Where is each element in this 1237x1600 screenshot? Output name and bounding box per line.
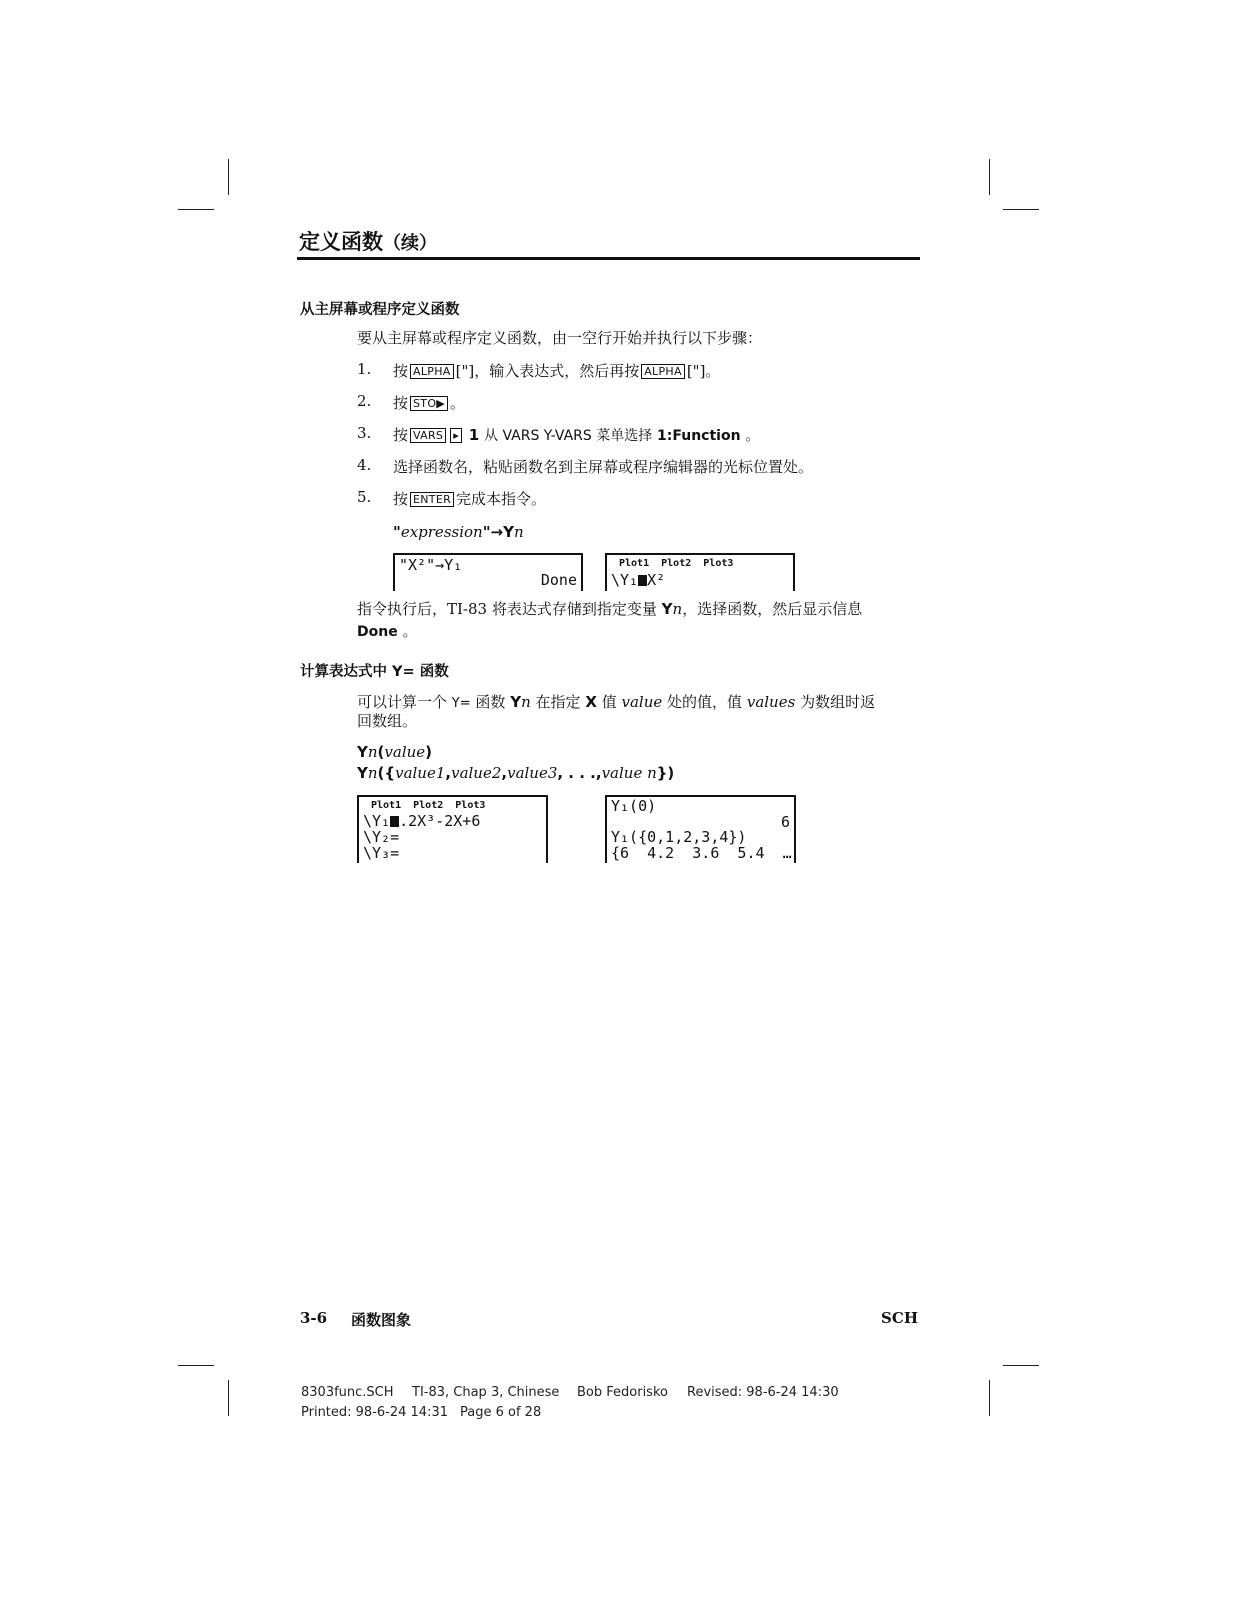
- para-value: value: [621, 693, 663, 711]
- section2-heading: 计算表达式中 Y= 函数: [300, 664, 449, 680]
- plot-row: Plot1 Plot2 Plot3: [371, 800, 486, 811]
- syntax-expression: expression: [400, 523, 483, 541]
- calculator-screen-home-eval: [605, 795, 796, 863]
- page-of: Page 6 of 28: [460, 1405, 542, 1420]
- sto-key: STO▶: [410, 396, 448, 411]
- step-text: 。: [745, 426, 761, 444]
- menu-item-function: 1:Function: [657, 428, 741, 444]
- syntax-y: Y: [357, 743, 368, 761]
- syntax-dots: , . . .,: [557, 764, 602, 782]
- y1-expression: .2X³-2X+6: [399, 812, 481, 830]
- step-text: 完成本指令。: [456, 490, 547, 508]
- para-text: 为数组时返: [800, 693, 876, 711]
- crop-mark-top-right-h: [1003, 209, 1039, 210]
- title-rule: [297, 257, 920, 260]
- syntax-evaluate-list: [357, 763, 674, 783]
- calculator-screen-y-editor: [605, 553, 795, 591]
- step-text: 按: [393, 490, 409, 508]
- para-text: 指令执行后，TI-83 将表达式存储到指定变量: [357, 600, 657, 618]
- syntax-y: Y: [357, 764, 368, 782]
- page-footer: [300, 1309, 920, 1331]
- para-text: 函数: [475, 693, 506, 711]
- para-y: Y: [661, 600, 673, 618]
- y1-label: \Y₁: [611, 571, 639, 589]
- para-text: ，选择函数，然后显示信息: [682, 600, 863, 618]
- page-number: 3-6: [300, 1309, 328, 1327]
- syntax-paren: ): [425, 743, 433, 761]
- para-n: n: [521, 693, 531, 711]
- screen-line: "X²"→Y₁: [399, 556, 463, 574]
- section1-paragraph: [357, 599, 862, 619]
- chapter-name: 函数图象: [351, 1311, 412, 1329]
- page-title-text: 定义函数: [299, 230, 383, 254]
- step-text: 按: [393, 394, 409, 412]
- calculator-screen-y-editor-cubic: [357, 795, 548, 863]
- step-text: 从 VARS Y-VARS 菜单选择: [484, 428, 653, 444]
- screen-line-result: 6: [780, 813, 790, 831]
- section1-heading: 从主屏幕或程序定义函数: [300, 302, 460, 318]
- step-text: 按: [393, 362, 409, 380]
- para-values: values: [746, 693, 796, 711]
- para-y-equals: Y=: [451, 696, 471, 711]
- syntax-comma: ,: [501, 764, 508, 782]
- step-body: [393, 424, 760, 445]
- step-body: 选择函数名，粘贴函数名到主屏幕或程序编辑器的光标位置处。: [393, 458, 814, 476]
- crop-mark-top-left-h: [178, 209, 214, 210]
- step-number: 2.: [357, 392, 372, 410]
- para-text: 处的值，值: [667, 693, 743, 711]
- step-number: 5.: [357, 488, 372, 506]
- screen-line: Y₁({0,1,2,3,4}): [611, 828, 747, 846]
- equals-cursor-icon: [390, 816, 399, 827]
- syntax-quote: ": [482, 523, 491, 541]
- step-text: 按: [393, 426, 409, 444]
- para-x: X: [585, 693, 597, 711]
- screen-line: [611, 571, 665, 589]
- step-body: [393, 392, 465, 413]
- page-title-suffix: （续）: [383, 233, 437, 254]
- syntax-store-arrow: →Y: [490, 523, 514, 541]
- vars-key: VARS: [410, 428, 446, 443]
- syntax-paren: (: [377, 743, 385, 761]
- syntax-value1: value1: [395, 764, 446, 782]
- section2-paragraph-line2: 回数组。: [357, 712, 418, 730]
- step-text: ["]。: [686, 362, 721, 380]
- screen-line: \Y₃=: [363, 844, 400, 862]
- file-name: 8303func.SCH: [301, 1385, 394, 1400]
- equals-cursor-icon: [638, 575, 647, 586]
- step-number: 3.: [357, 424, 372, 442]
- syntax-brace: ({: [377, 764, 396, 782]
- chapter-info: TI-83, Chap 3, Chinese: [412, 1385, 560, 1400]
- crop-mark-bottom-right-h: [1003, 1365, 1039, 1366]
- para-text: 。: [402, 622, 418, 640]
- screen-line: Y₁(0): [611, 797, 657, 815]
- step-text: 。: [450, 394, 466, 412]
- para-text: 值: [601, 693, 617, 711]
- syntax-value3: value3: [507, 764, 558, 782]
- alpha-key: ALPHA: [410, 364, 454, 379]
- y1-expression: X²: [647, 571, 666, 589]
- crop-mark-bottom-left: [228, 1380, 229, 1416]
- para-text: 在指定: [535, 693, 581, 711]
- printed-date: Printed: 98-6-24 14:31: [301, 1405, 448, 1420]
- plot-row: Plot1 Plot2 Plot3: [619, 558, 734, 569]
- step-number: 4.: [357, 456, 372, 474]
- crop-mark-top-right: [989, 159, 990, 195]
- syntax-n: n: [367, 764, 378, 782]
- syntax-store-function: [393, 522, 524, 542]
- crop-mark-bottom-left-h: [178, 1365, 214, 1366]
- para-done: Done: [357, 624, 398, 640]
- author: Bob Fedorisko: [577, 1385, 668, 1400]
- step-body: [393, 488, 546, 509]
- syntax-quote: ": [393, 523, 401, 541]
- screen-line-done: Done: [540, 571, 577, 589]
- syntax-n: n: [513, 523, 524, 541]
- page-title: [299, 226, 437, 256]
- step-body: [393, 360, 720, 381]
- section1-intro: 要从主屏幕或程序定义函数，由一空行开始并执行以下步骤：: [357, 329, 763, 347]
- y1-label: \Y₁: [363, 812, 391, 830]
- enter-key: ENTER: [410, 492, 454, 507]
- syntax-value: value: [384, 743, 426, 761]
- language-code: SCH: [881, 1309, 918, 1327]
- crop-mark-bottom-right: [989, 1380, 990, 1416]
- screen-line-list-result: {6 4.2 3.6 5.4 …: [611, 844, 792, 862]
- syntax-evaluate-value: [357, 742, 432, 762]
- step-text: ["]，输入表达式，然后再按: [455, 362, 640, 380]
- para-n: n: [672, 600, 683, 618]
- section2-paragraph: [357, 692, 875, 714]
- section1-paragraph-line2: [357, 621, 418, 642]
- step-number: 1.: [357, 360, 372, 378]
- para-text: 可以计算一个: [357, 693, 448, 711]
- syntax-brace: }): [656, 764, 675, 782]
- revised-date: Revised: 98-6-24 14:30: [687, 1385, 839, 1400]
- syntax-value-n: value n: [601, 764, 657, 782]
- step-digit: 1: [468, 426, 480, 444]
- syntax-value2: value2: [451, 764, 502, 782]
- calculator-screen-home: [393, 553, 583, 591]
- syntax-comma: ,: [445, 764, 452, 782]
- syntax-n: n: [367, 743, 378, 761]
- para-y: Y: [510, 693, 522, 711]
- right-arrow-key: ▸: [450, 428, 462, 443]
- alpha-key: ALPHA: [641, 364, 685, 379]
- crop-mark-top-left: [228, 159, 229, 195]
- screen-line: \Y₂=: [363, 828, 400, 846]
